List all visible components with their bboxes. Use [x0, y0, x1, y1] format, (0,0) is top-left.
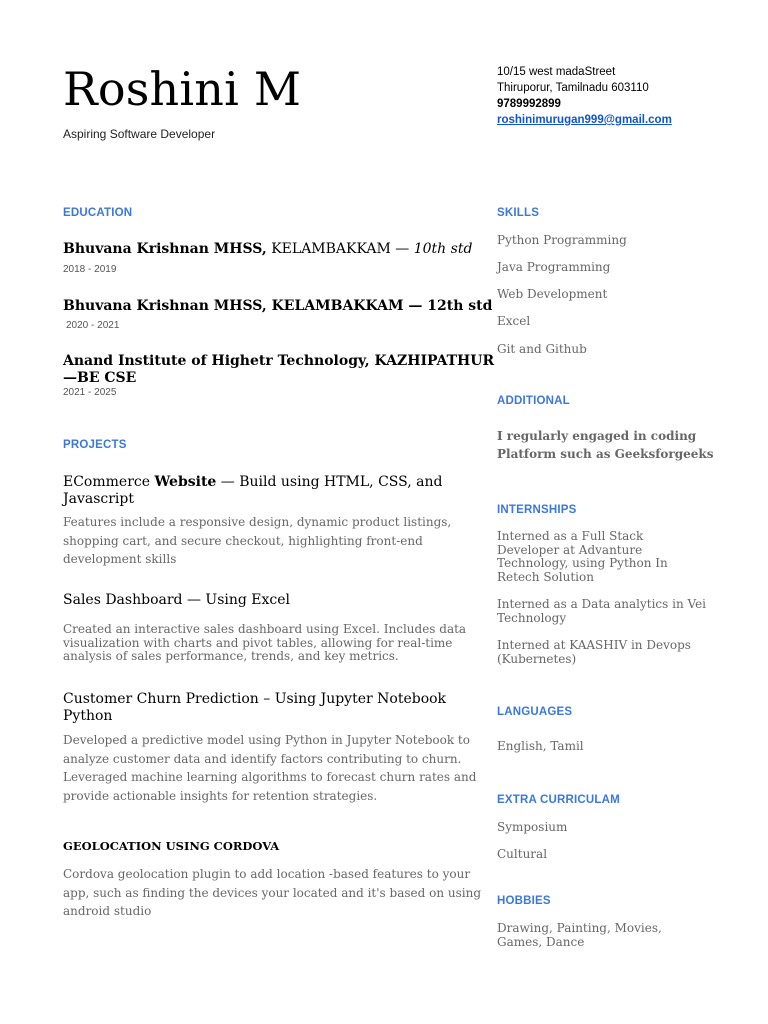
projects-heading: PROJECTS: [63, 439, 127, 451]
project-2-desc-line: analysis of sales performance, trends, and key metrics.: [63, 649, 399, 663]
project-3-title-line-1: Customer Churn Prediction – Using Jupyter Notebook: [63, 691, 447, 707]
skill-item: Web Development: [497, 287, 608, 301]
project-2-desc-line: visualization with charts and pivot tables, allowing for real-time: [63, 635, 453, 650]
project-4-desc-line: Cordova geolocation plugin to add location -based features to your: [63, 867, 471, 881]
candidate-name: Roshini M: [63, 62, 302, 116]
project-3-desc-line: Developed a predictive model using Python in Jupyter Notebook to: [63, 733, 470, 747]
education-item-1-place: KELAMBAKKAM —: [266, 241, 414, 257]
hobbies-text: [497, 922, 662, 949]
project-1-title: [63, 474, 442, 508]
project-2-description: [63, 623, 466, 664]
project-1-desc-line: development skills: [63, 552, 177, 566]
project-2-desc-line: Created an interactive sales dashboard using Excel. Includes data: [63, 622, 467, 636]
internship-line: Interned as a Full Stack: [497, 529, 644, 543]
phone-number: 9789992899: [497, 98, 561, 110]
internship-line: Interned as a Data analytics in Vei: [497, 597, 707, 611]
contact-block: [497, 64, 672, 128]
email-link[interactable]: roshinimurugan999@gmail.com: [497, 114, 672, 126]
internship-line: Developer at Advanture: [497, 542, 643, 557]
skill-item: Git and Github: [497, 342, 587, 356]
skills-heading: SKILLS: [497, 207, 540, 219]
education-item-1-dates: 2018 - 2019: [63, 264, 117, 275]
project-1-title-bold: Website: [154, 474, 217, 490]
additional-line: Platform such as Geeksforgeeks: [497, 447, 714, 461]
education-item-2-dates: 2020 - 2021: [66, 320, 120, 331]
project-3-description: [63, 731, 476, 805]
languages-text: English, Tamil: [497, 739, 584, 753]
project-3-desc-line: provide actionable insights for retention strategies.: [63, 788, 378, 803]
address-line-1: 10/15 west madaStreet: [497, 66, 616, 78]
additional-heading: ADDITIONAL: [497, 395, 570, 407]
skill-item: Excel: [497, 314, 531, 328]
education-heading: EDUCATION: [63, 207, 133, 219]
hobbies-line: Drawing, Painting, Movies,: [497, 921, 662, 935]
project-1-desc-line: shopping cart, and secure checkout, highlighting front-end: [63, 533, 423, 548]
project-1-desc-line: Features include a responsive design, dynamic product listings,: [63, 515, 452, 529]
additional-line: I regularly engaged in coding: [497, 429, 697, 443]
project-1-title-line-2: Javascript: [63, 491, 134, 507]
internship-line: Interned at KAASHIV in Devops: [497, 638, 691, 652]
address-line-2: Thiruporur, Tamilnadu 603110: [497, 82, 649, 94]
hobbies-heading: HOBBIES: [497, 895, 551, 907]
internship-line: (Kubernetes): [497, 651, 577, 666]
education-item-1-school: Bhuvana Krishnan MHSS,: [63, 241, 267, 257]
languages-heading: LANGUAGES: [497, 706, 573, 718]
project-4-description: [63, 865, 481, 921]
project-4-desc-line: android studio: [63, 904, 152, 918]
internship-item-2: [497, 598, 706, 625]
project-4-desc-line: app, such as finding the devices your located and it's based on using: [63, 885, 482, 900]
project-1-title-prefix: ECommerce: [63, 474, 155, 490]
internship-item-1: [497, 530, 668, 584]
internship-line: Retech Solution: [497, 569, 594, 584]
project-4-title: GEOLOCATION USING CORDOVA: [63, 839, 280, 853]
education-item-2-title: Bhuvana Krishnan MHSS, KELAMBAKKAM — 12th std: [63, 298, 493, 314]
project-3-title-line-2: Python: [63, 708, 113, 724]
internship-item-3: [497, 639, 691, 666]
extra-curricular-item: Cultural: [497, 847, 548, 861]
education-item-3-title: [63, 353, 494, 387]
additional-text: [497, 427, 713, 463]
education-item-3-line-1: Anand Institute of Highetr Technology, KAZHIPATHUR: [63, 353, 495, 369]
skill-item: Python Programming: [497, 233, 627, 247]
project-3-title: [63, 691, 446, 725]
internship-line: Technology: [497, 610, 567, 625]
skill-item: Java Programming: [497, 260, 611, 274]
hobbies-line: Games, Dance: [497, 934, 585, 949]
project-1-title-suffix: — Build using HTML, CSS, and: [216, 474, 443, 490]
education-item-1-degree: 10th std: [413, 241, 473, 257]
project-3-desc-line: Leveraged machine learning algorithms to forecast churn rates and: [63, 770, 477, 784]
education-item-1-title: [63, 241, 472, 258]
project-3-desc-line: analyze customer data and identify factors contributing to churn.: [63, 751, 462, 766]
education-item-3-line-2: —BE CSE: [63, 370, 137, 386]
extra-curricular-item: Symposium: [497, 820, 568, 834]
education-item-3-dates: 2021 - 2025: [63, 387, 117, 398]
extra-curricular-heading: EXTRA CURRICULAM: [497, 794, 620, 806]
internship-line: Technology, using Python In: [497, 556, 668, 570]
project-1-description: [63, 513, 451, 569]
project-2-title: Sales Dashboard — Using Excel: [63, 592, 291, 608]
internships-heading: INTERNSHIPS: [497, 504, 577, 516]
candidate-tagline: Aspiring Software Developer: [63, 127, 216, 141]
